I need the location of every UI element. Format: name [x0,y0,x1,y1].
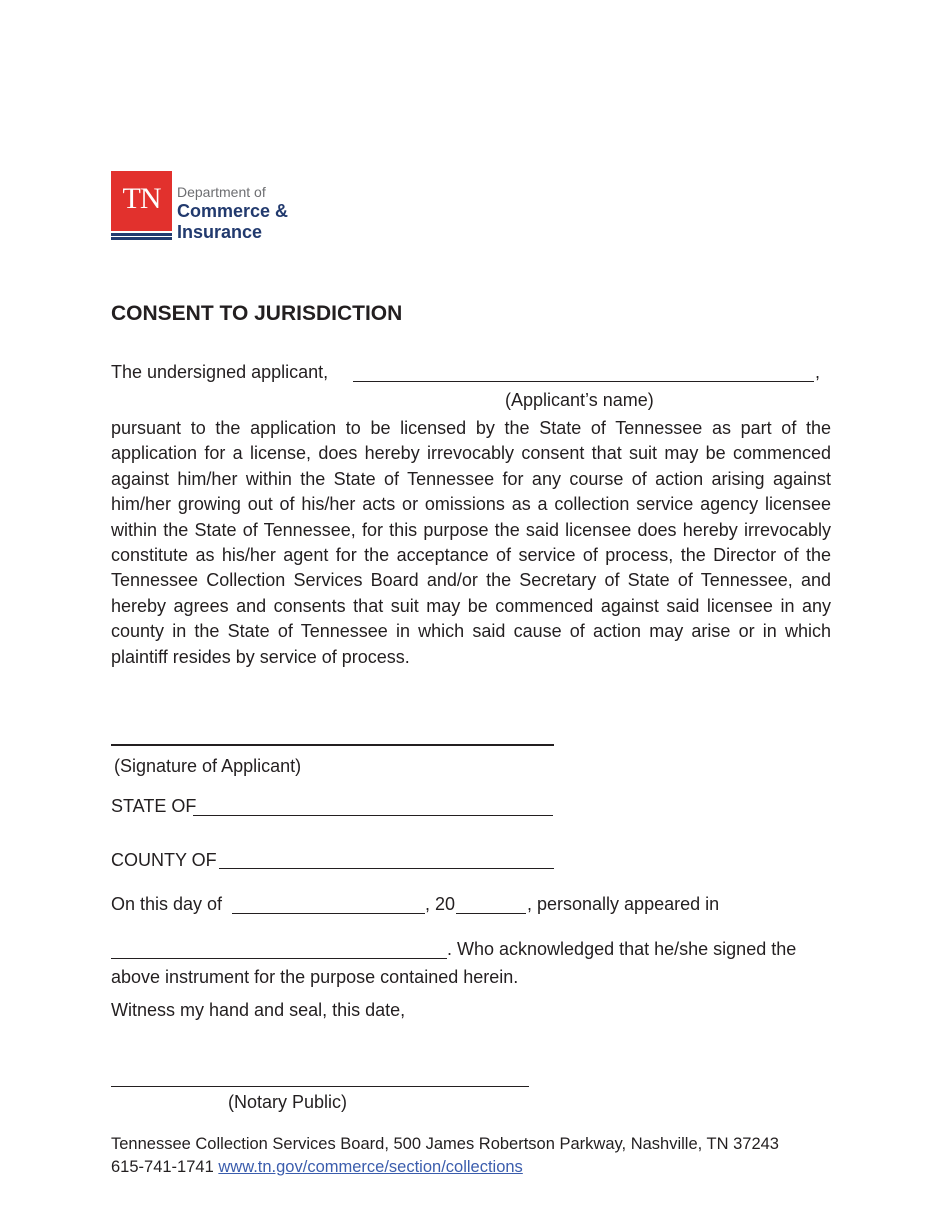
signature-field[interactable] [111,744,554,746]
day-field[interactable] [232,913,425,914]
notary-caption: (Notary Public) [228,1092,348,1112]
applicant-name-caption: (Applicant’s name) [505,390,654,410]
applicant-suffix-text: , [815,362,821,382]
applicant-prefix-text: The undersigned applicant, [111,362,329,382]
applicant-name-field[interactable] [353,381,814,382]
appeared-location-field[interactable] [111,958,447,959]
department-logo [111,171,301,241]
notary-signature-field[interactable] [111,1086,529,1087]
state-label: STATE OF [111,796,197,816]
county-field[interactable] [219,868,554,869]
witness-text: Witness my hand and seal, this date, [111,1000,406,1020]
footer-link[interactable]: www.tn.gov/commerce/section/collections [218,1158,523,1176]
footer-phone: 615-741-1741 [111,1158,214,1176]
footer-address: Tennessee Collection Services Board, 500 James Robertson Parkway, Nashville, TN 37243 [111,1135,779,1153]
year-prefix-text: , 20 [425,894,456,914]
year-field[interactable] [456,913,526,914]
signature-caption: (Signature of Applicant) [114,756,302,776]
appeared-text: , personally appeared in [527,894,720,914]
logo-insurance-text: Insurance [177,222,263,242]
logo-department-text: Department of [177,184,266,200]
instrument-text: above instrument for the purpose contained herein. [111,967,519,987]
logo-underline-bar [111,233,172,236]
acknowledged-text: . Who acknowledged that he/she signed the [447,939,797,959]
state-field[interactable] [193,815,553,816]
tn-badge-text: TN [122,182,161,215]
logo-commerce-text: Commerce & [177,201,289,221]
page-title: CONSENT TO JURISDICTION [111,302,403,325]
county-label: COUNTY OF [111,850,217,870]
consent-paragraph: pursuant to the application to be licensed by the State of Tennessee as part of the application for a license, does hereby irrevocably consent that suit may be commenced against him/her within the State of Tennessee for any course of action arising against him/her growing out of his/her acts or omissions as a collection service agency licensee within the State of Tennessee, for this purpose the said licensee does hereby irrevocably constitute as his/her agent for the acceptance of service of process, the Director of the Tennessee Collection Services Board and/or the Secretary of State of Tennessee, and hereby agrees and consents that suit may be commenced against said licensee in any county in the State of Tennessee in which said cause of action may arise or in which plaintiff resides by service of process. [111,418,831,667]
logo-underline-bar [111,237,172,240]
footer-contact [111,1156,523,1179]
day-prefix-text: On this day of [111,894,223,914]
